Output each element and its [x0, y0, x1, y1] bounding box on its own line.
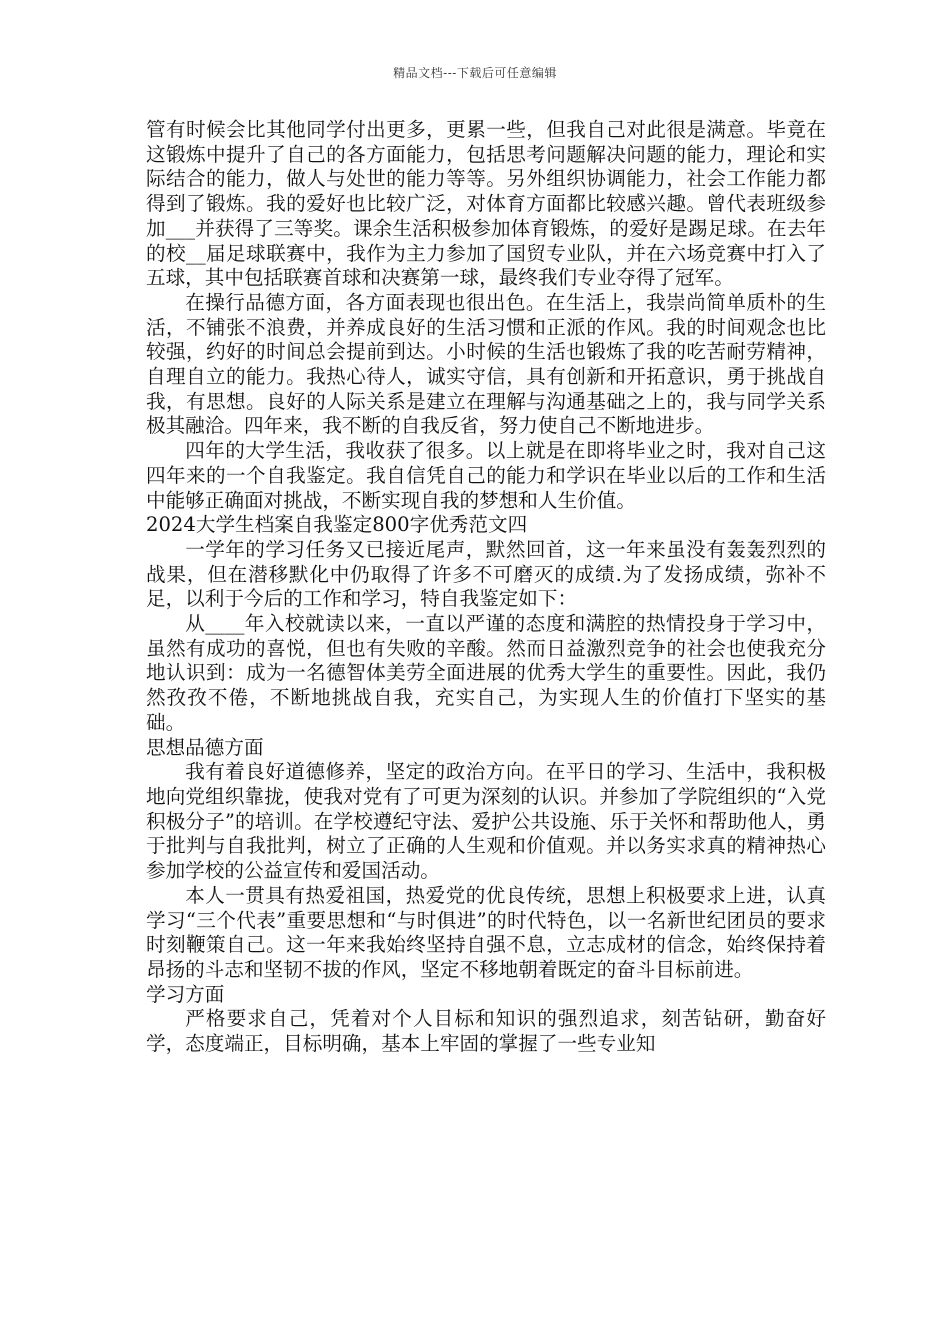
paragraph-8: 严格要求自己，凭着对个人目标和知识的强烈追求，刻苦钻研，勤奋好学，态度端正，目标明确，基本上牢固的掌握了一些专业知 — [146, 1007, 826, 1056]
document-body — [146, 118, 826, 1057]
page-header: 精品文档---下载后可任意编辑 — [393, 66, 557, 80]
paragraph-7: 本人一贯具有热爱祖国，热爱党的优良传统，思想上积极要求上进，认真学习“三个代表”重要思想和“与时俱进”的时代特色，以一名新世纪团员的要求时刻鞭策自己。这一年来我始终坚持自强不息，立志成材的信念，始终保持着昂扬的斗志和坚韧不拔的作风，坚定不移地朝着既定的奋斗目标前进。 — [146, 883, 826, 981]
heading-moral: 思想品德方面 — [146, 735, 264, 759]
paragraph-4: 一学年的学习任务又已接近尾声，默然回首，这一年来虽没有轰轰烈烈的战果，但在潜移默化中仍取得了许多不可磨灭的成绩.为了发扬成绩，弥补不足，以利于今后的工作和学习，特自我鉴定如下： — [146, 537, 826, 611]
heading-study: 学习方面 — [146, 982, 225, 1006]
section-title: 2024大学生档案自我鉴定800字优秀范文四 — [146, 513, 528, 537]
paragraph-6: 我有着良好道德修养，坚定的政治方向。在平日的学习、生活中，我积极地向党组织靠拢，使我对党有了可更为深刻的认识。并参加了学院组织的“入党积极分子”的培训。在学校遵纪守法、爱护公共设施、乐于关怀和帮助他人，勇于批判与自我批判，树立了正确的人生观和价值观。并以务实求真的精神热心参加学校的公益宣传和爱国活动。 — [146, 760, 826, 883]
paragraph-3: 四年的大学生活，我收获了很多。以上就是在即将毕业之时，我对自己这四年来的一个自我鉴定。我自信凭自己的能力和学识在毕业以后的工作和生活中能够正确面对挑战，不断实现自我的梦想和人生价值。 — [146, 439, 826, 512]
paragraph-5: 从____年入校就读以来，一直以严谨的态度和满腔的热情投身于学习中，虽然有成功的喜悦，但也有失败的辛酸。然而日益激烈竞争的社会也使我充分地认识到：成为一名德智体美劳全面进展的优秀大学生的重要性。因此，我仍然孜孜不倦，不断地挑战自我，充实自己，为实现人生的价值打下坚实的基础。 — [146, 612, 826, 734]
paragraph-1: 管有时候会比其他同学付出更多，更累一些，但我自己对此很是满意。毕竟在这锻炼中提升了自己的各方面能力，包括思考问题解决问题的能力，理论和实际结合的能力，做人与处世的能力等等。另外组织协调能力，社会工作能力都得到了锻炼。我的爱好也比较广泛，对体育方面都比较感兴趣。曾代表班级参加___并获得了三等奖。课余生活积极参加体育锻炼，的爱好是踢足球。在去年的校__届足球联赛中，我作为主力参加了国贸专业队，并在六场竞赛中打入了五球，其中包括联赛首球和决赛第一球，最终我们专业夺得了冠军。 — [146, 118, 826, 290]
paragraph-2: 在操行品德方面，各方面表现也很出色。在生活上，我崇尚简单质朴的生活，不铺张不浪费，并养成良好的生活习惯和正派的作风。我的时间观念也比较强，约好的时间总会提前到达。小时候的生活也锻炼了我的吃苦耐劳精神，自理自立的能力。我热心待人，诚实守信，具有创新和开拓意识，勇于挑战自我，有思想。良好的人际关系是建立在理解与沟通基础之上的，我与同学关系极其融洽。四年来，我不断的自我反省，努力使自己不断地进步。 — [146, 290, 826, 438]
